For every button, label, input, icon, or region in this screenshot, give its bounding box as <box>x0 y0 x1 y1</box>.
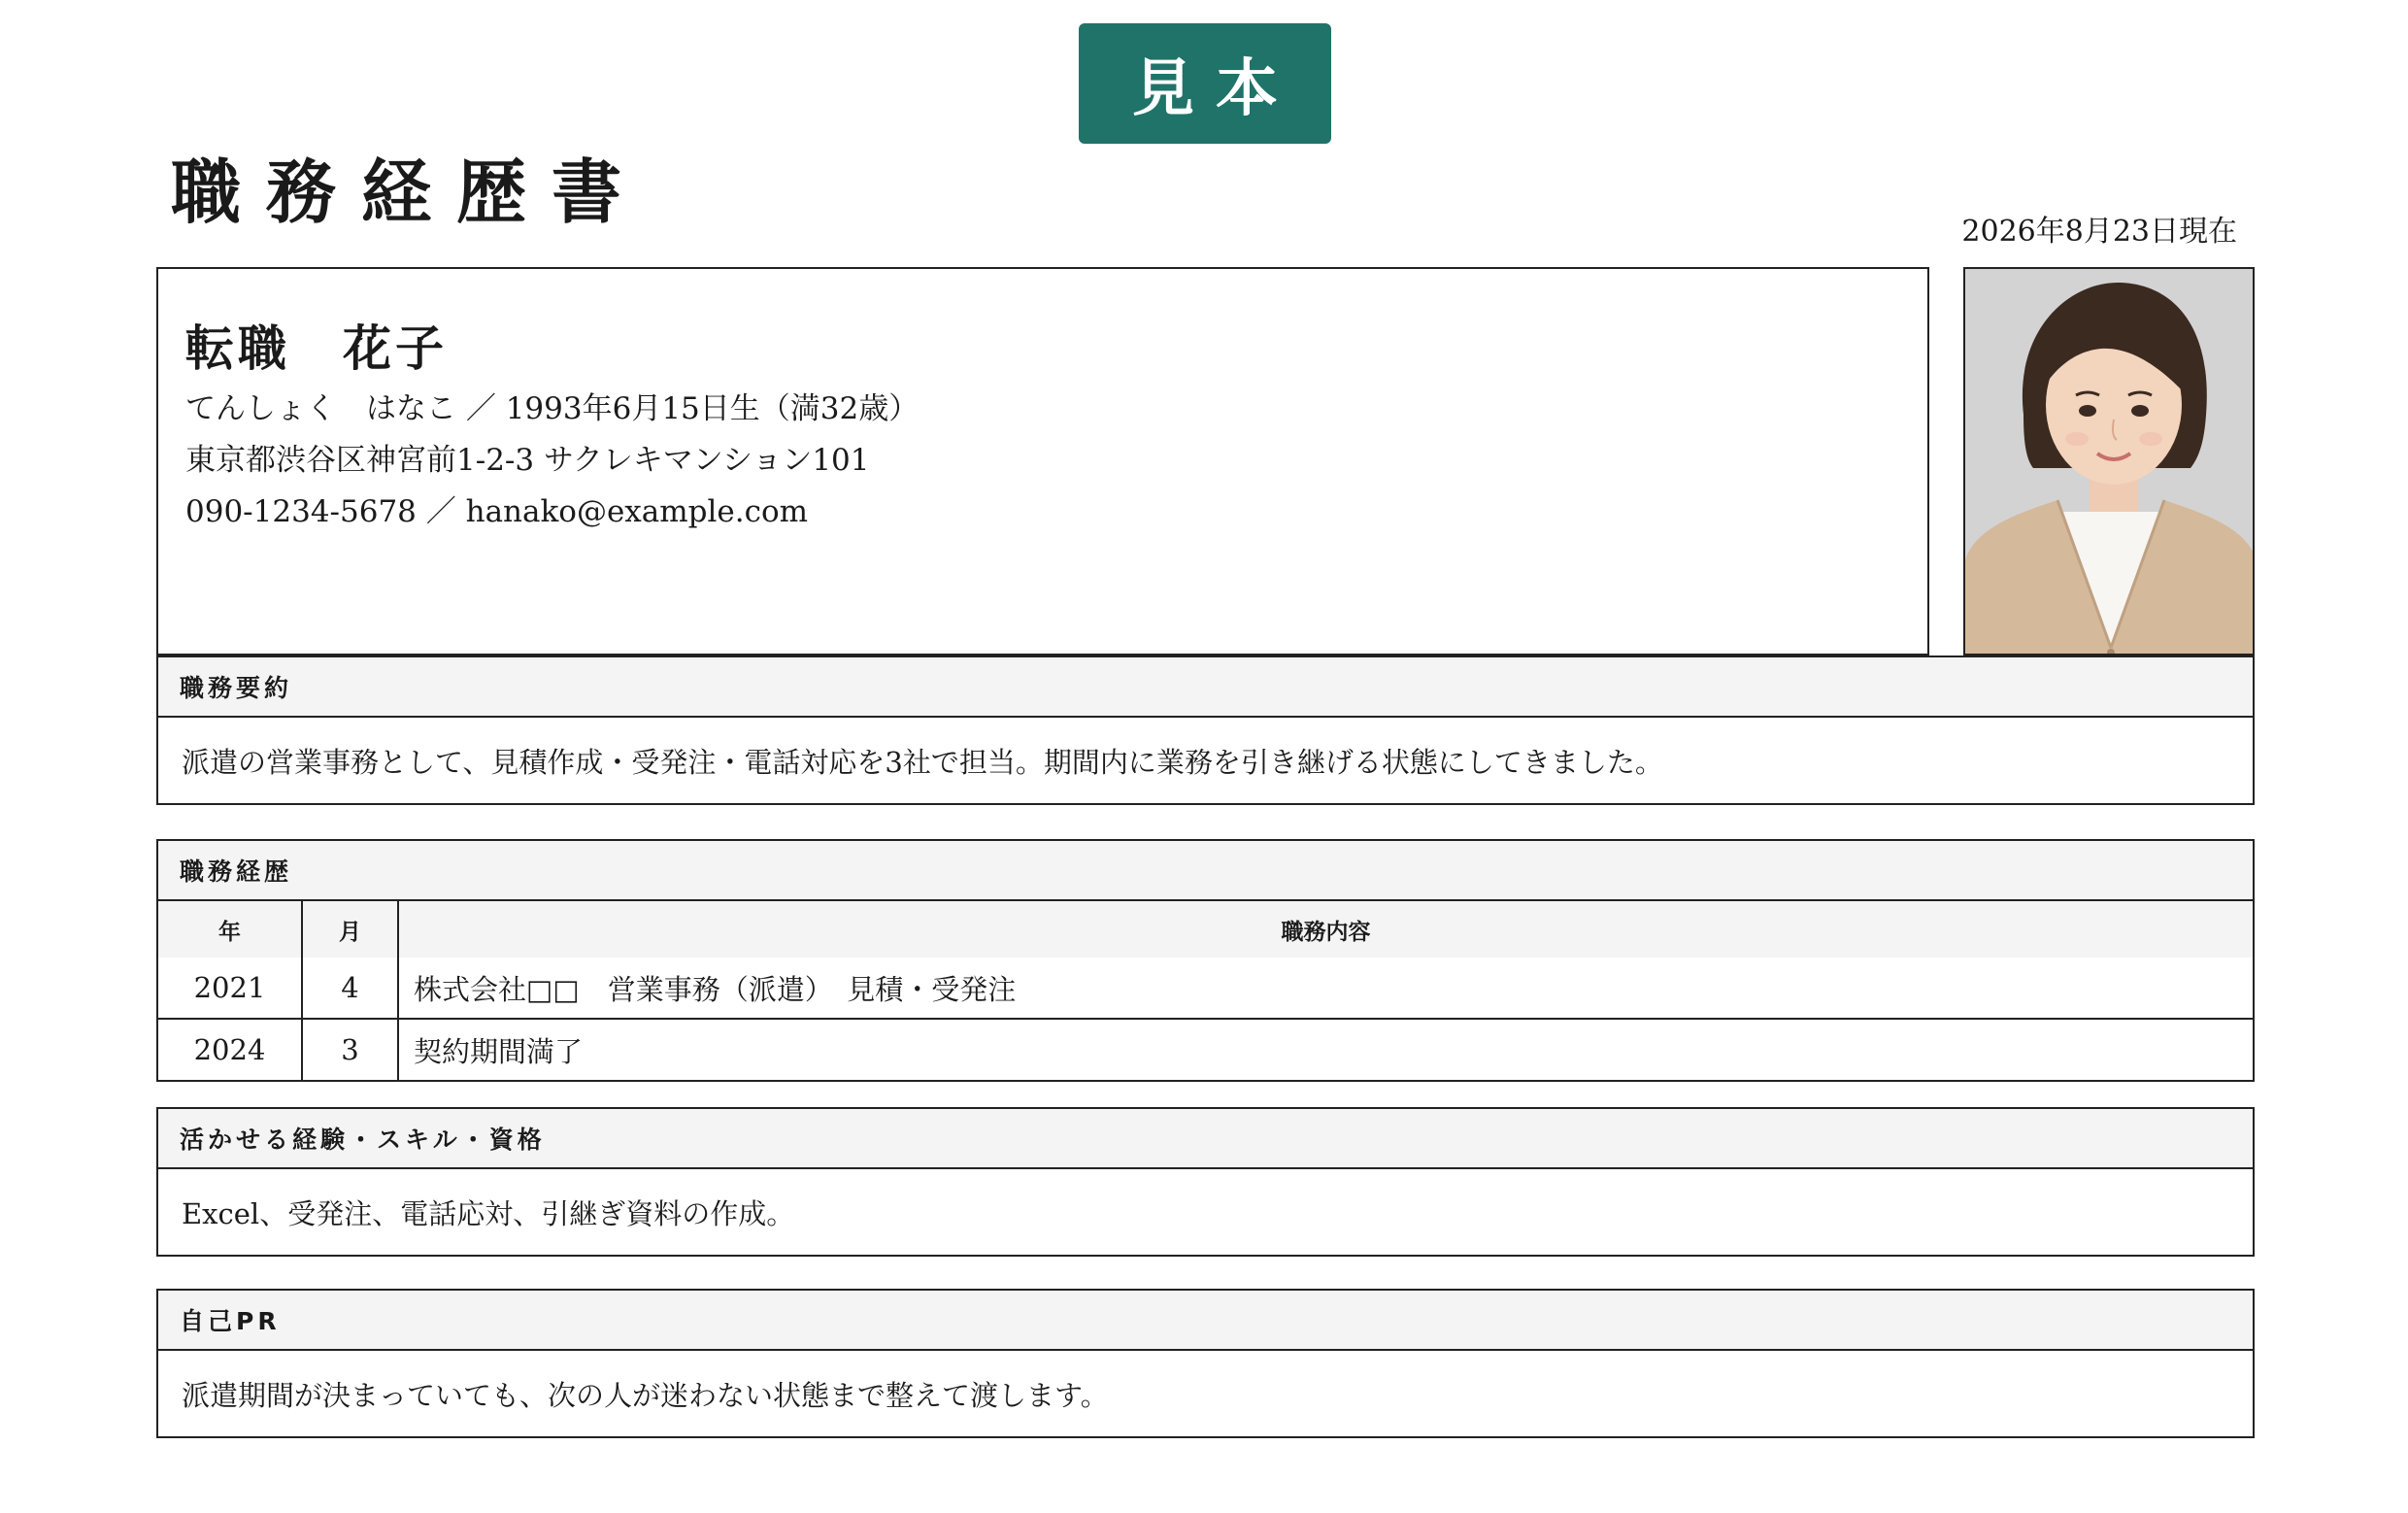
summary-heading: 職務要約 <box>158 657 2253 718</box>
sample-badge: 見本 <box>1079 23 1331 144</box>
profile-box <box>156 267 1929 656</box>
column-header-month: 月 <box>302 901 398 958</box>
row-content: 株式会社□□ 営業事務（派遣） 見積・受発注 <box>414 972 1017 1006</box>
skills-text: Excel、受発注、電話応対、引継ぎ資料の作成。 <box>182 1196 795 1230</box>
summary-section <box>156 656 2255 805</box>
history-table <box>158 901 2253 1080</box>
column-header-content: 職務内容 <box>398 901 2253 958</box>
contact-line: 090-1234-5678 ／ hanako@example.com <box>185 494 809 529</box>
summary-text: 派遣の営業事務として、見積作成・受発注・電話対応を3社で担当。期間内に業務を引き継げる状態にしてきました。 <box>182 745 1663 779</box>
pr-text: 派遣期間が決まっていても、次の人が迷わない状態まで整えて渡します。 <box>182 1378 1109 1412</box>
row-month: 3 <box>302 1019 398 1080</box>
row-content: 契約期間満了 <box>398 1019 2253 1080</box>
document-title: 職務経歴書 <box>171 151 648 233</box>
row-month: 4 <box>302 958 398 1019</box>
pr-section <box>156 1289 2255 1438</box>
pr-heading: 自己PR <box>158 1291 2253 1351</box>
row-year: 2021 <box>158 958 302 1019</box>
document-date: 2026年8月23日現在 <box>1961 215 2237 249</box>
kana-birth-line: てんしょく はなこ ／ 1993年6月15日生（満32歳） <box>185 391 920 426</box>
applicant-name: 転職 花子 <box>185 319 448 377</box>
history-section <box>156 839 2255 1082</box>
skills-section <box>156 1107 2255 1257</box>
history-heading: 職務経歴 <box>158 841 2253 901</box>
id-photo <box>1963 267 2255 656</box>
address-line: 東京都渋谷区神宮前1-2-3 サクレキマンション101 <box>185 443 870 478</box>
skills-heading: 活かせる経験・スキル・資格 <box>158 1109 2253 1169</box>
table-row <box>158 1019 2253 1080</box>
column-header-year: 年 <box>158 901 302 958</box>
table-row <box>158 958 2253 1019</box>
row-year: 2024 <box>158 1019 302 1080</box>
